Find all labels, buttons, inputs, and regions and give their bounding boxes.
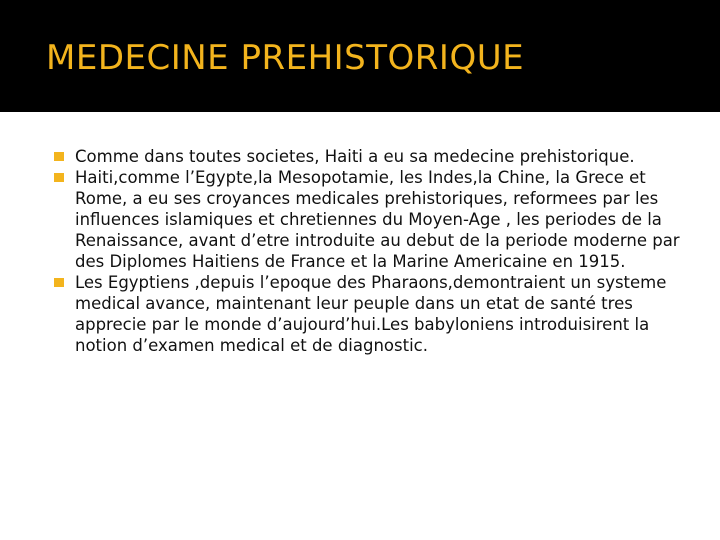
- square-bullet-icon: [54, 173, 64, 182]
- bullet-item: [54, 272, 694, 356]
- bullet-item: [54, 167, 694, 272]
- bullet-text: Haiti,comme l’Egypte,la Mesopotamie, les Indes,la Chine, la Grece et Rome, a eu ses croyances medicales prehistoriques, reformees par les influences islamiques et chretiennes du Moyen-Age , les periodes de la Renaissance, avant d’etre introduite au debut de la periode moderne par des Diplomes Haitiens de France et la Marine Americaine en 1915.: [75, 168, 680, 271]
- bullet-item: [54, 146, 694, 167]
- title-bar: [0, 0, 720, 112]
- slide-title: MEDECINE PREHISTORIQUE: [46, 38, 525, 78]
- square-bullet-icon: [54, 152, 64, 161]
- square-bullet-icon: [54, 278, 64, 287]
- bullet-text: Les Egyptiens ,depuis l’epoque des Pharaons,demontraient un systeme medical avance, maintenant leur peuple dans un etat de santé tres apprecie par le monde d’aujourd’hui.Les babyloniens introduisirent la notion d’examen medical et de diagnostic.: [75, 273, 667, 355]
- slide-content: [54, 146, 694, 356]
- bullet-list: [54, 146, 694, 356]
- bullet-text: Comme dans toutes societes, Haiti a eu sa medecine prehistorique.: [75, 147, 635, 166]
